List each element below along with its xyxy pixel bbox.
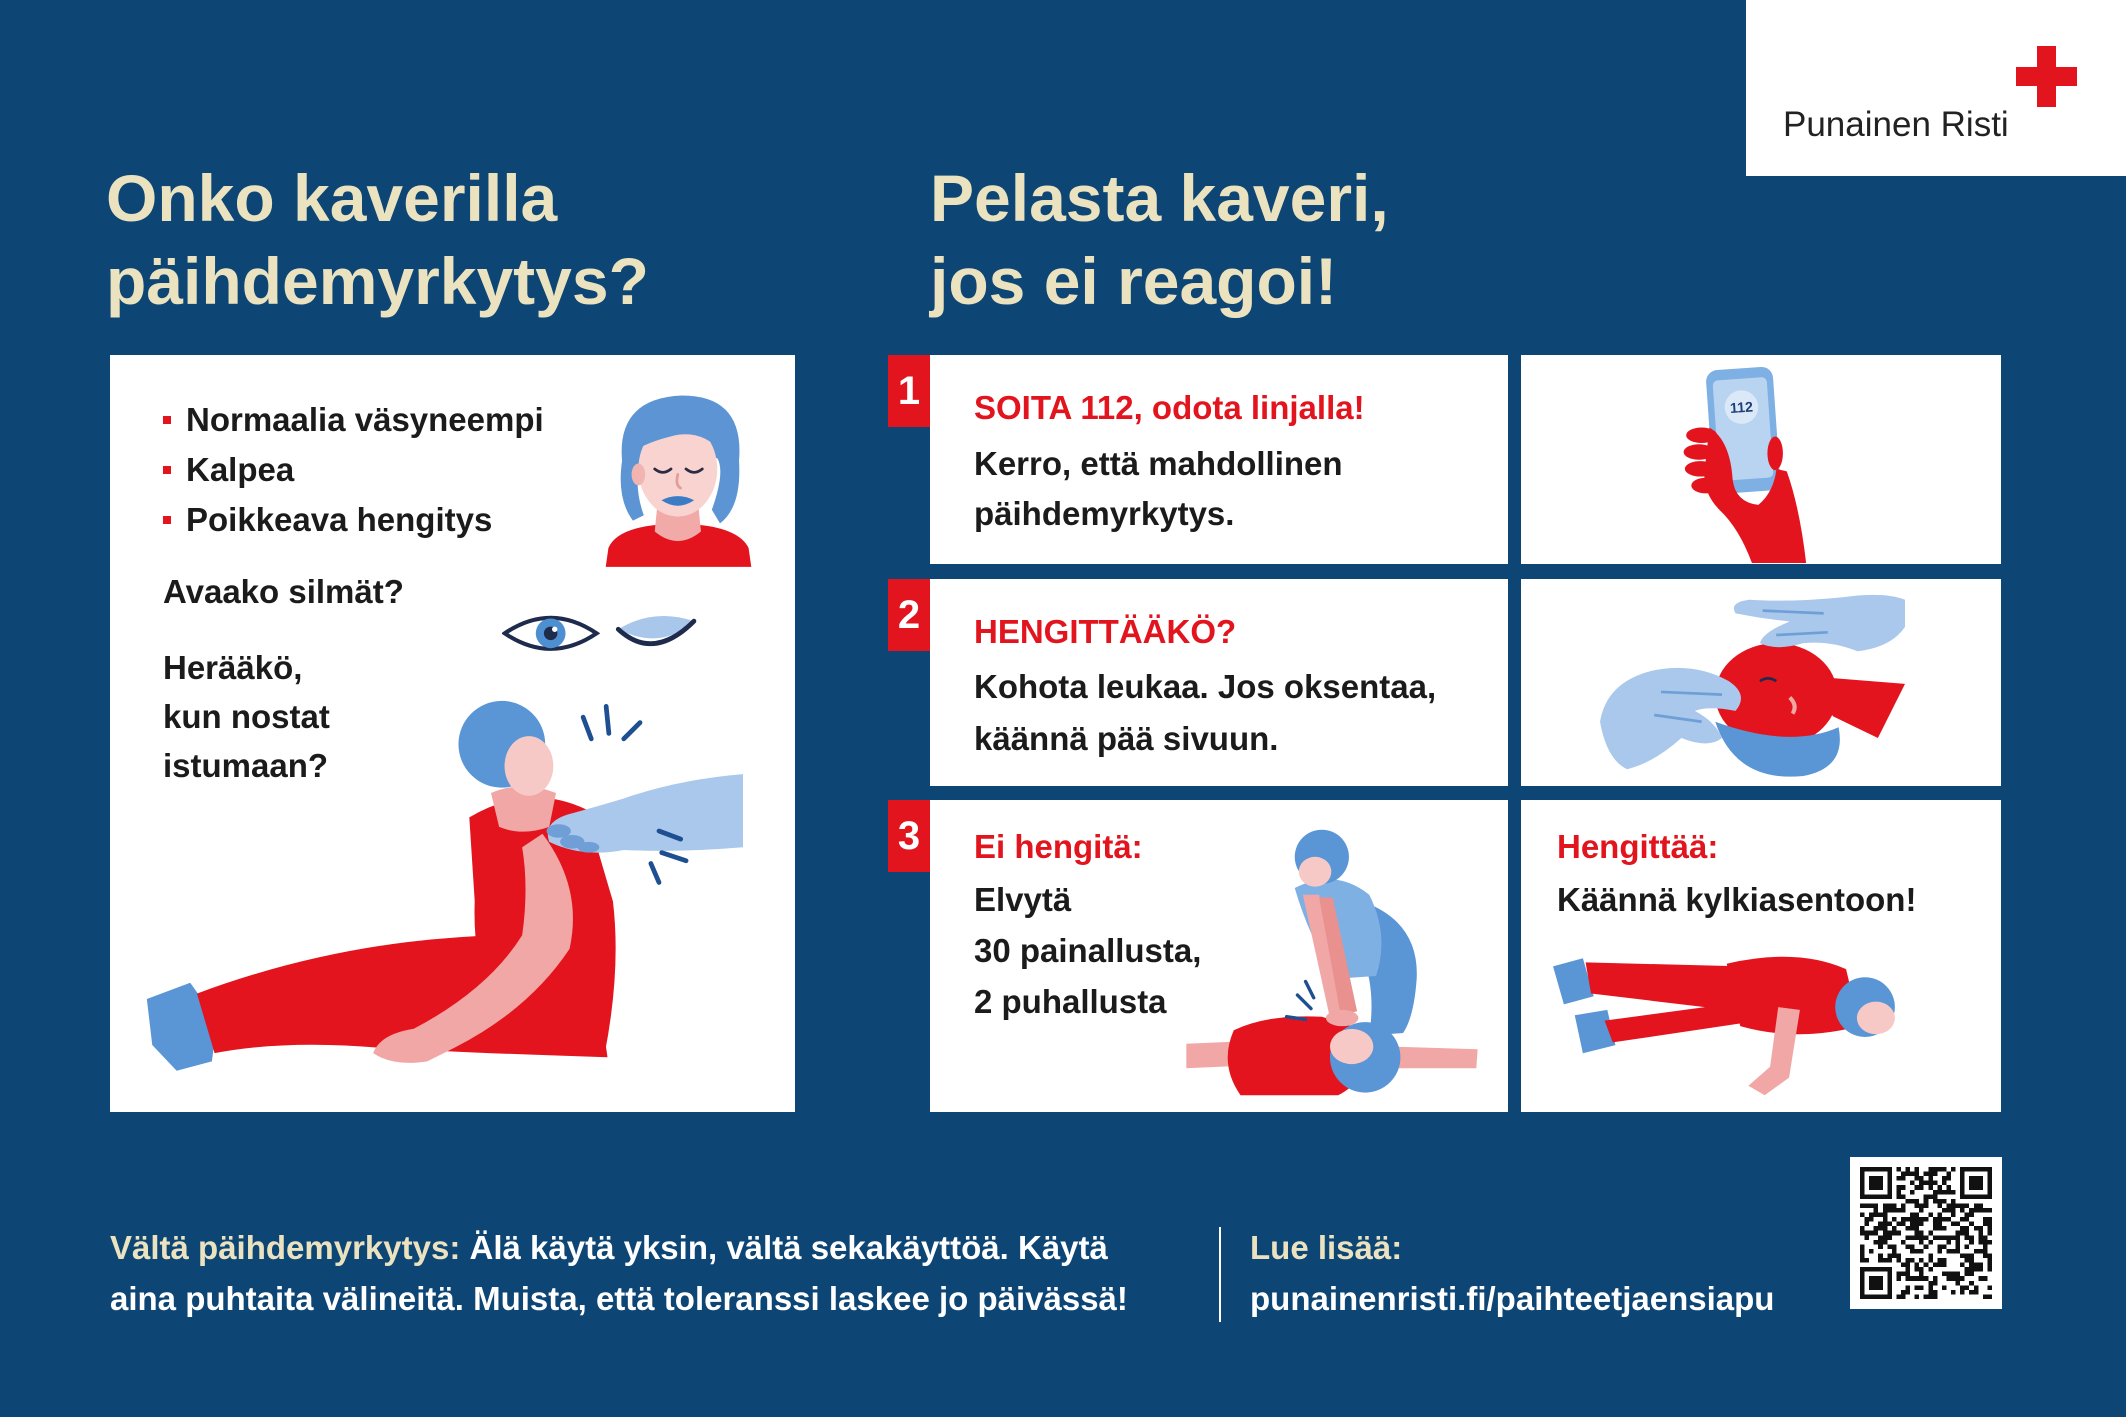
question-eyes: Avaako silmät?	[163, 573, 404, 610]
head	[1835, 977, 1895, 1037]
step-title: SOITA 112, odota linjalla!	[974, 389, 1365, 426]
symptom-text: Poikkeava hengitys	[186, 501, 493, 538]
eyes-illustration	[502, 610, 698, 658]
step-line: Kohota leukaa. Jos oksentaa,	[974, 668, 1437, 705]
prevention-text: Älä käytä yksin, vältä sekakäyttöä. Käytä	[469, 1229, 1108, 1266]
left-heading	[106, 157, 649, 323]
step-2-text-card	[930, 579, 1508, 786]
right-heading-line: Pelasta kaveri,	[930, 161, 1389, 235]
top-hand	[1734, 595, 1905, 651]
cpr-illustration	[1186, 827, 1478, 1098]
closed-eye	[618, 616, 694, 644]
step-2-image-card	[1521, 579, 2001, 786]
step-1-text-card	[930, 355, 1508, 564]
step-line: 30 painallusta,	[974, 932, 1202, 969]
more-info-label: Lue lisää:	[1250, 1229, 1403, 1266]
step-line: 2 puhallusta	[974, 983, 1167, 1020]
symptom-item	[163, 445, 544, 495]
question-wake-line: Herääkö,	[163, 649, 303, 686]
red-cross-icon	[2016, 46, 2077, 107]
logo-text: Punainen Risti	[1783, 105, 2009, 144]
phone-call-illustration	[1681, 363, 1810, 563]
left-heading-line: Onko kaverilla	[106, 161, 558, 235]
qr-code-modules	[1860, 1167, 1992, 1299]
step-line: käännä pää sivuun.	[974, 720, 1279, 757]
symptom-item	[163, 495, 544, 545]
helper-hand	[547, 774, 743, 853]
step-title: HENGITTÄÄKÖ?	[974, 613, 1237, 650]
step-3-text-card	[930, 800, 1508, 1112]
logo	[1746, 0, 2126, 176]
rescuer	[1295, 830, 1417, 1036]
square-bullet-icon	[163, 466, 171, 474]
more-info-url: punainenristi.fi/paihteetjaensiapu	[1250, 1280, 1775, 1317]
square-bullet-icon	[163, 516, 171, 524]
step-3-alt-card	[1521, 800, 2001, 1112]
step-line: päihdemyrkytys.	[974, 495, 1235, 532]
step-line: Elvytä	[974, 881, 1072, 918]
prevention-label: Vältä päihdemyrkytys:	[110, 1229, 461, 1266]
right-heading	[930, 157, 1389, 323]
open-eye	[505, 618, 597, 649]
red-cross-vertical-bar	[2037, 46, 2056, 107]
question-wake-line: kun nostat	[163, 698, 330, 735]
step-number-1: 1	[888, 355, 930, 427]
step-alt-line: Käännä kylkiasentoon!	[1557, 881, 1917, 918]
more-info	[1250, 1222, 1774, 1324]
prevention-line	[110, 1222, 1128, 1273]
impact-lines	[1287, 981, 1314, 1019]
question-wake-line: istumaan?	[163, 747, 329, 784]
left-heading-line: päihdemyrkytys?	[106, 244, 649, 318]
shaking-shoulder-illustration	[136, 698, 743, 1071]
square-bullet-icon	[163, 416, 171, 424]
head	[458, 701, 553, 796]
prevention-line: aina puhtaita välineitä. Muista, että toleranssi laskee jo päivässä!	[110, 1280, 1128, 1317]
right-heading-line: jos ei reagoi!	[930, 244, 1338, 318]
step-line: Kerro, että mahdollinen	[974, 445, 1343, 482]
prevention-note	[110, 1222, 1128, 1324]
step-1-image-card	[1521, 355, 2001, 564]
bottom-hand	[1600, 668, 1741, 769]
step-alt-title: Hengittää:	[1557, 828, 1719, 865]
footer-divider	[1219, 1227, 1221, 1322]
step-number-3: 3	[888, 800, 930, 872]
symptoms-card	[110, 355, 795, 1112]
airway-check-illustration	[1600, 586, 1905, 783]
symptom-item	[163, 395, 544, 445]
phone-screen-number: 112	[1729, 399, 1754, 418]
pale-face-illustration	[603, 390, 754, 567]
step-title: Ei hengitä:	[974, 828, 1143, 865]
qr-code	[1850, 1157, 2002, 1309]
symptom-list	[163, 395, 544, 545]
recovery-position-illustration	[1553, 942, 1899, 1098]
symptom-text: Normaalia väsyneempi	[186, 401, 544, 438]
step-number-2: 2	[888, 579, 930, 651]
patient	[1186, 1016, 1477, 1095]
symptom-text: Kalpea	[186, 451, 295, 488]
